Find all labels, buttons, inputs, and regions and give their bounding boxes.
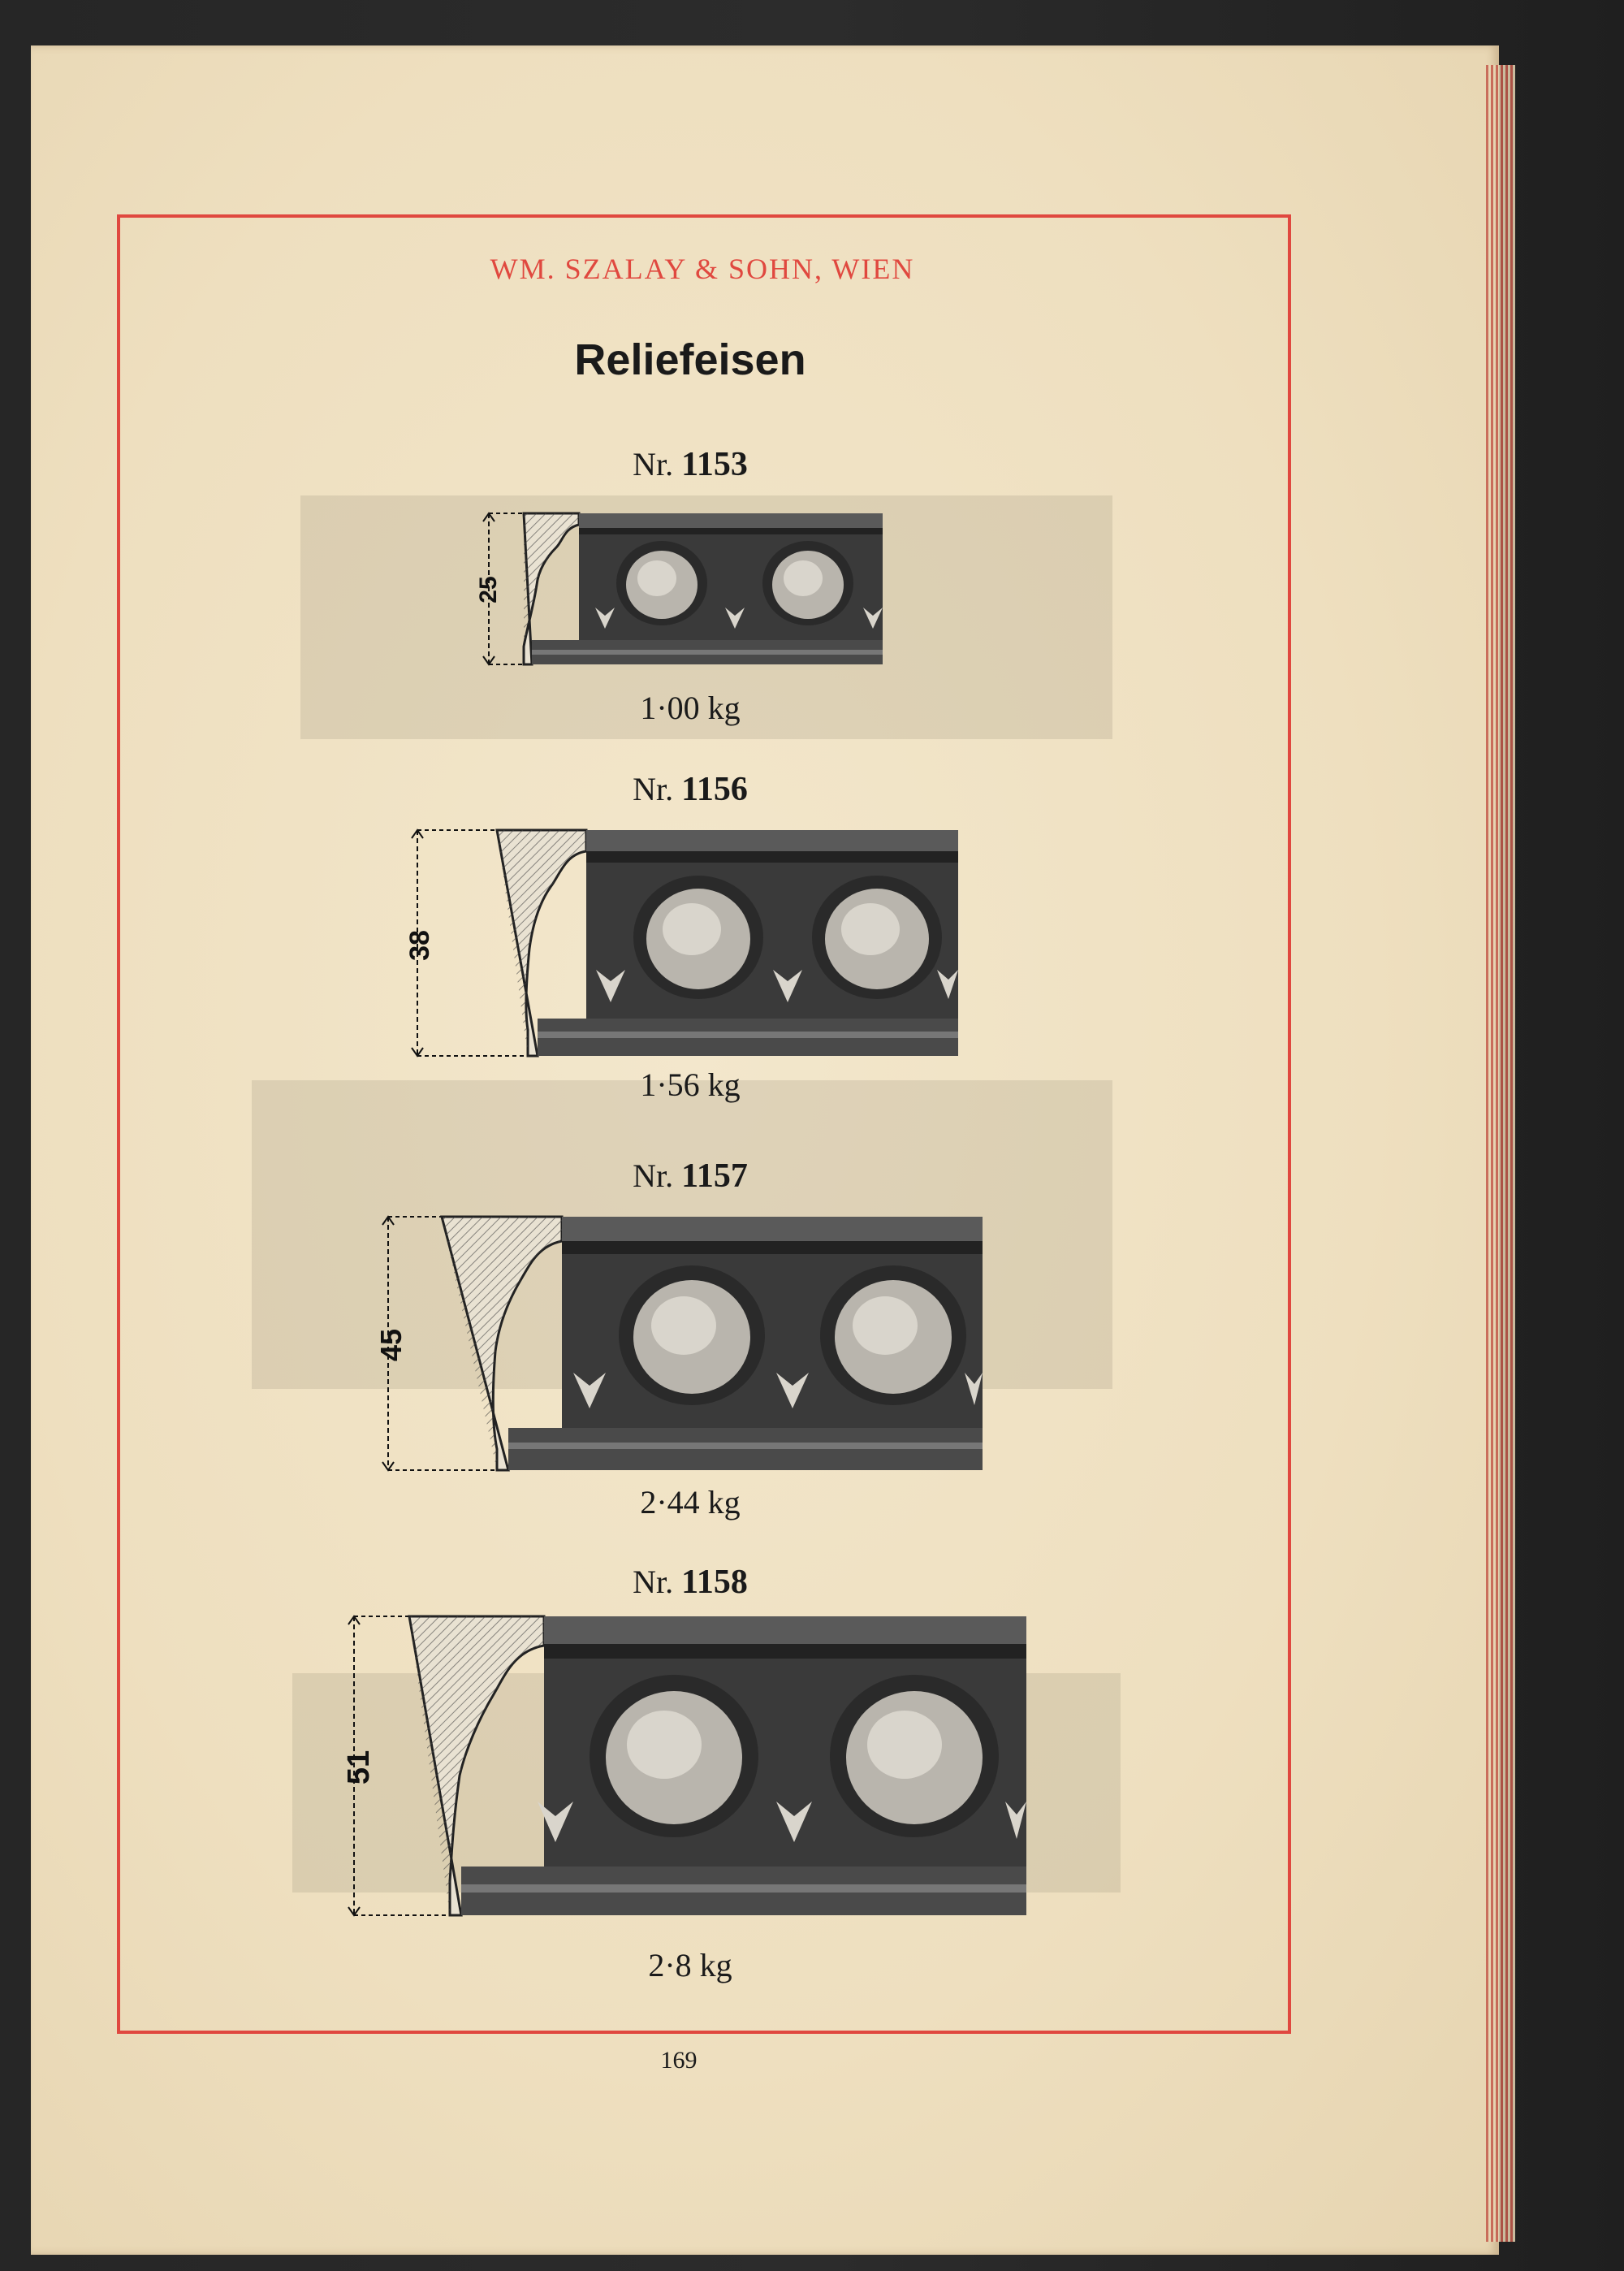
firm-prefix: WM. [490, 253, 556, 285]
page-edges [1486, 65, 1515, 2242]
page-title: Reliefeisen [574, 335, 806, 384]
item-label-1153: Nr. 1153 [633, 446, 748, 483]
firm-name: SZALAY & SOHN, WIEN [564, 253, 915, 285]
page-number: 169 [660, 2047, 698, 2074]
item-number: 1158 [681, 1564, 748, 1601]
item-label-1156: Nr. 1156 [633, 771, 748, 808]
item-label-1158: Nr. 1158 [633, 1564, 748, 1601]
molding-1156 [406, 827, 966, 1062]
weight-1153: 1·00 kg [640, 690, 741, 726]
dimension-label-1157: 45 [374, 1328, 408, 1362]
weight-1158: 2·8 kg [648, 1947, 732, 1983]
item-number: 1157 [681, 1157, 748, 1195]
dimension-label-1156: 38 [404, 930, 435, 961]
weight-1157: 2·44 kg [640, 1484, 741, 1520]
weight-1156: 1·56 kg [640, 1066, 741, 1103]
item-number: 1153 [681, 446, 748, 483]
molding-1157 [375, 1213, 992, 1477]
molding-1158 [341, 1613, 1034, 1922]
dimension-label-1153: 25 [475, 576, 502, 603]
molding-1153 [475, 510, 897, 669]
firm-header [0, 252, 1405, 286]
item-number: 1156 [681, 771, 748, 808]
item-label-1157: Nr. 1157 [633, 1157, 748, 1195]
dimension-label-1158: 51 [342, 1750, 376, 1785]
